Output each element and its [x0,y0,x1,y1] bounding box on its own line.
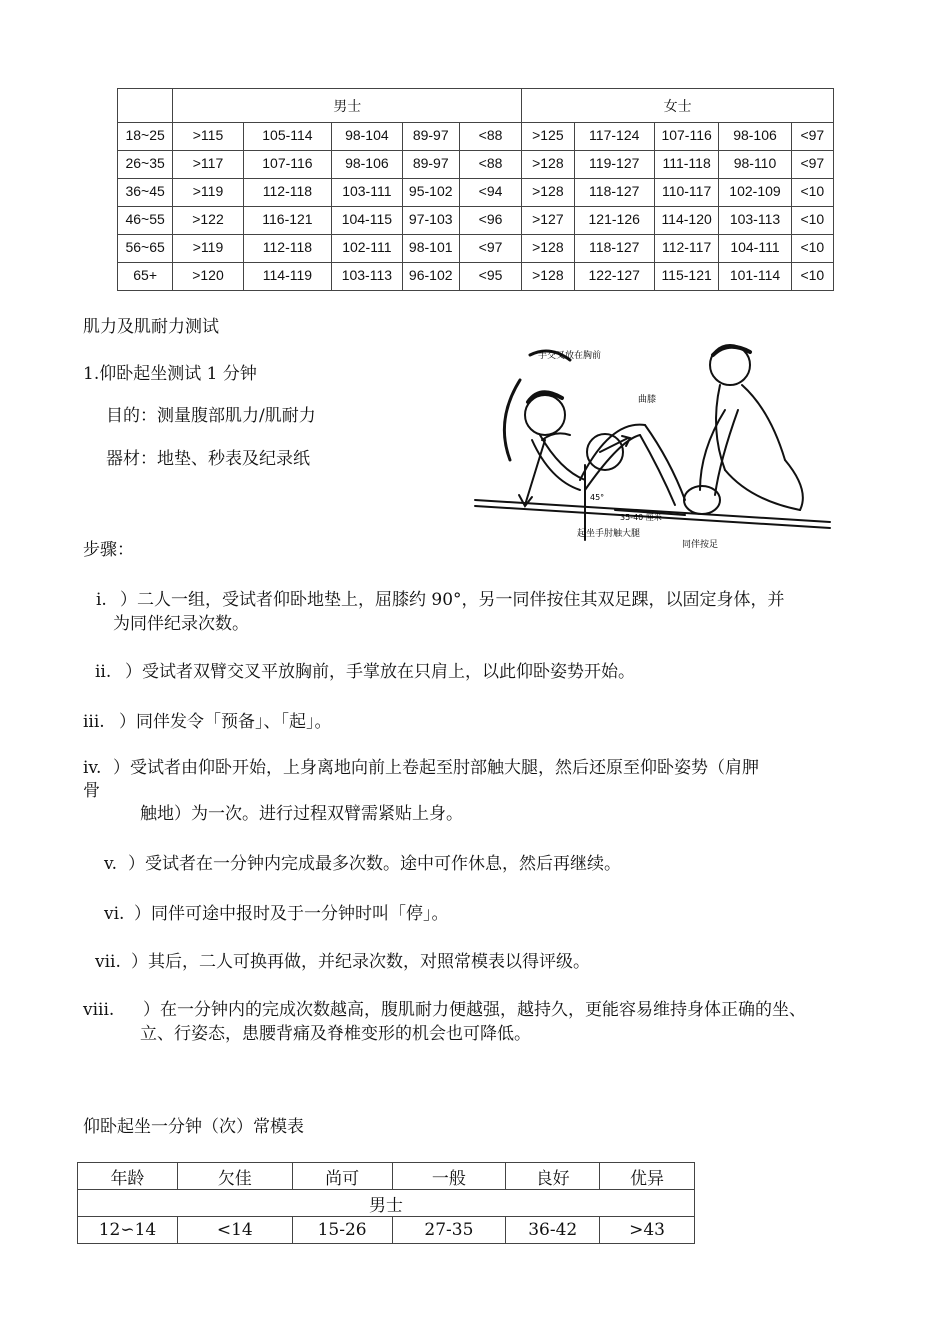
cell-text: <10 [800,267,825,283]
male-cell [459,263,521,291]
male-cell [402,123,459,151]
cell-text: 119-127 [589,155,640,171]
female-cell [522,179,574,207]
cell-text: >119 [192,183,224,199]
male-cell [402,207,459,235]
female-cell [522,151,574,179]
female-cell [522,207,574,235]
step-number: viii. [83,1000,115,1020]
male-cell [173,207,243,235]
cell-text: 103-111 [342,183,392,199]
step-text-cont: 立、行姿态，患腰背痛及脊椎变形的机会也可降低。 [140,1024,531,1044]
header-cell: 优异 [600,1163,695,1190]
cell-text: >128 [532,183,564,199]
cell-text: 98-106 [345,155,389,171]
cell-text: 98-101 [408,239,453,255]
male-cell [243,151,331,179]
cell-text: 46~55 [125,211,165,227]
cell-text: 121-126 [588,211,640,227]
male-cell [459,151,521,179]
cell-text: >128 [532,239,564,255]
step-text: ）其后，二人可换再做，并纪录次数，对照常模表以得评级。 [131,952,590,972]
cell-text: 95-102 [408,183,453,199]
cell-text: 117-124 [589,127,640,143]
label-knee: 曲膝 [638,395,657,405]
female-cell [791,263,833,291]
situp-illustration [470,340,842,550]
label-arms: 手交叉放在胸前 [538,351,602,361]
corner-cell [118,89,173,123]
fitness-norm-table [117,88,834,291]
male-cell [243,207,331,235]
cell-text: >128 [532,267,564,283]
table-row [118,123,834,151]
table-cell: 27-35 [392,1217,506,1244]
cell-text: 114-119 [262,267,313,283]
male-cell [243,179,331,207]
cell-text: 105-114 [262,127,313,143]
cell-text: 112-118 [262,183,313,199]
cell-text: 36~45 [125,183,165,199]
female-cell [522,123,574,151]
female-cell [654,123,718,151]
cell-text: 103-113 [341,267,393,283]
cell-text: >122 [192,211,224,227]
table-row [118,151,834,179]
cell-text: >119 [192,239,224,255]
male-cell [402,179,459,207]
cell-text: <10 [800,183,825,199]
male-cell [402,263,459,291]
step-number: vii. [95,952,121,972]
male-cell [173,123,243,151]
cell-text: <94 [478,183,503,199]
female-cell [719,123,791,151]
label-distance: 35-40 厘米 [620,513,662,522]
step-overflow: 骨 [83,781,100,801]
female-cell [791,151,833,179]
cell-text: 97-103 [408,211,453,227]
male-cell [459,123,521,151]
cell-text: <88 [478,127,503,143]
male-cell [173,235,243,263]
table-cell: 36-42 [506,1217,600,1244]
cell-text: <97 [478,239,503,255]
step-number: vi. [104,904,125,924]
age-cell [118,151,173,179]
cell-text: 116-121 [262,211,313,227]
step-text: ）受试者由仰卧开始，上身离地向前上卷起至肘部触大腿，然后还原至仰卧姿势（肩胛 [113,758,759,778]
female-cell [522,263,574,291]
cell-text: >120 [192,267,224,283]
step-text: ）同伴发令「预备」、「起」。 [119,712,332,732]
female-cell [654,151,718,179]
cell-text: 104-111 [730,239,780,255]
male-cell [459,207,521,235]
female-cell [574,123,654,151]
female-cell [791,123,833,151]
cell-text: 104-115 [341,211,393,227]
cell-text: <97 [800,127,825,143]
step-text: ）在一分钟内的完成次数越高，腹肌耐力便越强，越持久，更能容易维持身体正确的坐、 [143,1000,806,1020]
step-text-cont: 为同伴纪录次数。 [113,614,249,634]
female-cell [574,207,654,235]
male-cell [332,207,402,235]
cell-text: 112-117 [661,239,712,255]
header-cell: 欠佳 [177,1163,292,1190]
header-male: 男士 [173,89,522,123]
step-text: ）同伴可途中报时及于一分钟时叫「停」。 [134,904,449,924]
table-cell: <14 [177,1217,292,1244]
cell-text: <97 [800,155,825,171]
male-cell [459,179,521,207]
cell-text: 114-120 [661,211,712,227]
step-number: i. [96,590,107,610]
age-cell [118,179,173,207]
table-row [118,207,834,235]
age-cell [118,207,173,235]
male-cell [243,263,331,291]
cell-text: >127 [532,211,564,227]
cell-text: <96 [478,211,503,227]
header-cell: 尚可 [292,1163,392,1190]
cell-text: 118-127 [589,239,640,255]
cell-text: 118-127 [589,183,640,199]
step-number: ii. [95,662,112,682]
table-cell: >43 [600,1217,695,1244]
female-cell [574,235,654,263]
cell-text: <10 [800,211,825,227]
step-text-cont: 触地）为一次。进行过程双臂需紧贴上身。 [140,804,463,824]
step-number: iv. [83,758,102,778]
label-elbow: 起坐手肘触大腿 [577,529,641,539]
female-cell [574,263,654,291]
cell-text: 96-102 [408,267,453,283]
male-cell [402,151,459,179]
cell-text: <95 [478,267,503,283]
cell-text: 56~65 [125,239,165,255]
cell-text: <10 [800,239,825,255]
age-cell [118,235,173,263]
female-cell [719,263,791,291]
female-cell [574,179,654,207]
label-angle: 45° [590,493,605,502]
male-cell [243,123,331,151]
cell-text: 107-116 [262,155,313,171]
group-cell: 男士 [78,1190,695,1217]
cell-text: 103-113 [729,211,781,227]
situp-norm-table [77,1162,695,1244]
cell-text: 98-110 [733,155,777,171]
female-cell [719,179,791,207]
cell-text: 112-118 [262,239,313,255]
cell-text: >115 [192,127,224,143]
cell-text: 18~25 [125,127,165,143]
cell-text: 102-111 [342,239,392,255]
male-cell [243,235,331,263]
female-cell [654,179,718,207]
female-cell [522,235,574,263]
step-number: iii. [83,712,105,732]
table-row [118,235,834,263]
cell-text: <88 [478,155,503,171]
cell-text: 111-118 [662,155,711,171]
female-cell [574,151,654,179]
equipment-text: 器材：地垫、秒表及纪录纸 [106,449,310,469]
female-cell [719,207,791,235]
header-cell: 年龄 [78,1163,178,1190]
male-cell [402,235,459,263]
test-title: 1.仰卧起坐测试 1 分钟 [83,364,257,384]
female-cell [654,235,718,263]
cell-text: 89-97 [412,127,449,143]
female-cell [719,151,791,179]
female-cell [719,235,791,263]
purpose-text: 目的：测量腹部肌力/肌耐力 [106,406,316,426]
steps-title: 步骤： [83,540,134,560]
male-cell [173,179,243,207]
step-number: v. [104,854,117,874]
cell-text: 101-114 [729,267,781,283]
female-cell [791,179,833,207]
table-cell: 15-26 [292,1217,392,1244]
female-cell [791,207,833,235]
group-row [78,1190,695,1217]
section-title: 肌力及肌耐力测试 [83,317,219,337]
step-text: ）二人一组，受试者仰卧地垫上，屈膝约 90°，另一同伴按住其双足踝，以固定身体，并 [120,590,785,610]
male-cell [459,235,521,263]
cell-text: >117 [192,155,224,171]
cell-text: >128 [532,155,564,171]
cell-text: 110-117 [661,183,712,199]
male-cell [332,263,402,291]
cell-text: 107-116 [661,127,712,143]
female-cell [654,263,718,291]
header-cell: 一般 [392,1163,506,1190]
female-cell [654,207,718,235]
step-text: ）受试者双臂交叉平放胸前，手掌放在只肩上，以此仰卧姿势开始。 [125,662,635,682]
table-row [118,263,834,291]
cell-text: >125 [532,127,564,143]
cell-text: 89-97 [412,155,449,171]
male-cell [332,123,402,151]
male-cell [173,263,243,291]
cell-text: 98-106 [733,127,777,143]
table-cell: 12∽14 [78,1217,178,1244]
header-female: 女士 [522,89,834,123]
cell-text: 102-109 [729,183,781,199]
cell-text: 115-121 [661,267,712,283]
male-cell [332,179,402,207]
header-cell: 良好 [506,1163,600,1190]
male-cell [173,151,243,179]
cell-text: 65+ [133,267,158,283]
cell-text: 98-104 [345,127,389,143]
table-row [78,1217,695,1244]
cell-text: 122-127 [588,267,640,283]
table-row [118,179,834,207]
step-text: ）受试者在一分钟内完成最多次数。途中可作休息，然后再继续。 [128,854,621,874]
label-partner: 同伴按足 [682,540,719,550]
age-cell [118,263,173,291]
header-row [78,1163,695,1190]
cell-text: 26~35 [125,155,165,171]
male-cell [332,151,402,179]
age-cell [118,123,173,151]
norm-title: 仰卧起坐一分钟（次）常模表 [83,1117,304,1137]
male-cell [332,235,402,263]
female-cell [791,235,833,263]
